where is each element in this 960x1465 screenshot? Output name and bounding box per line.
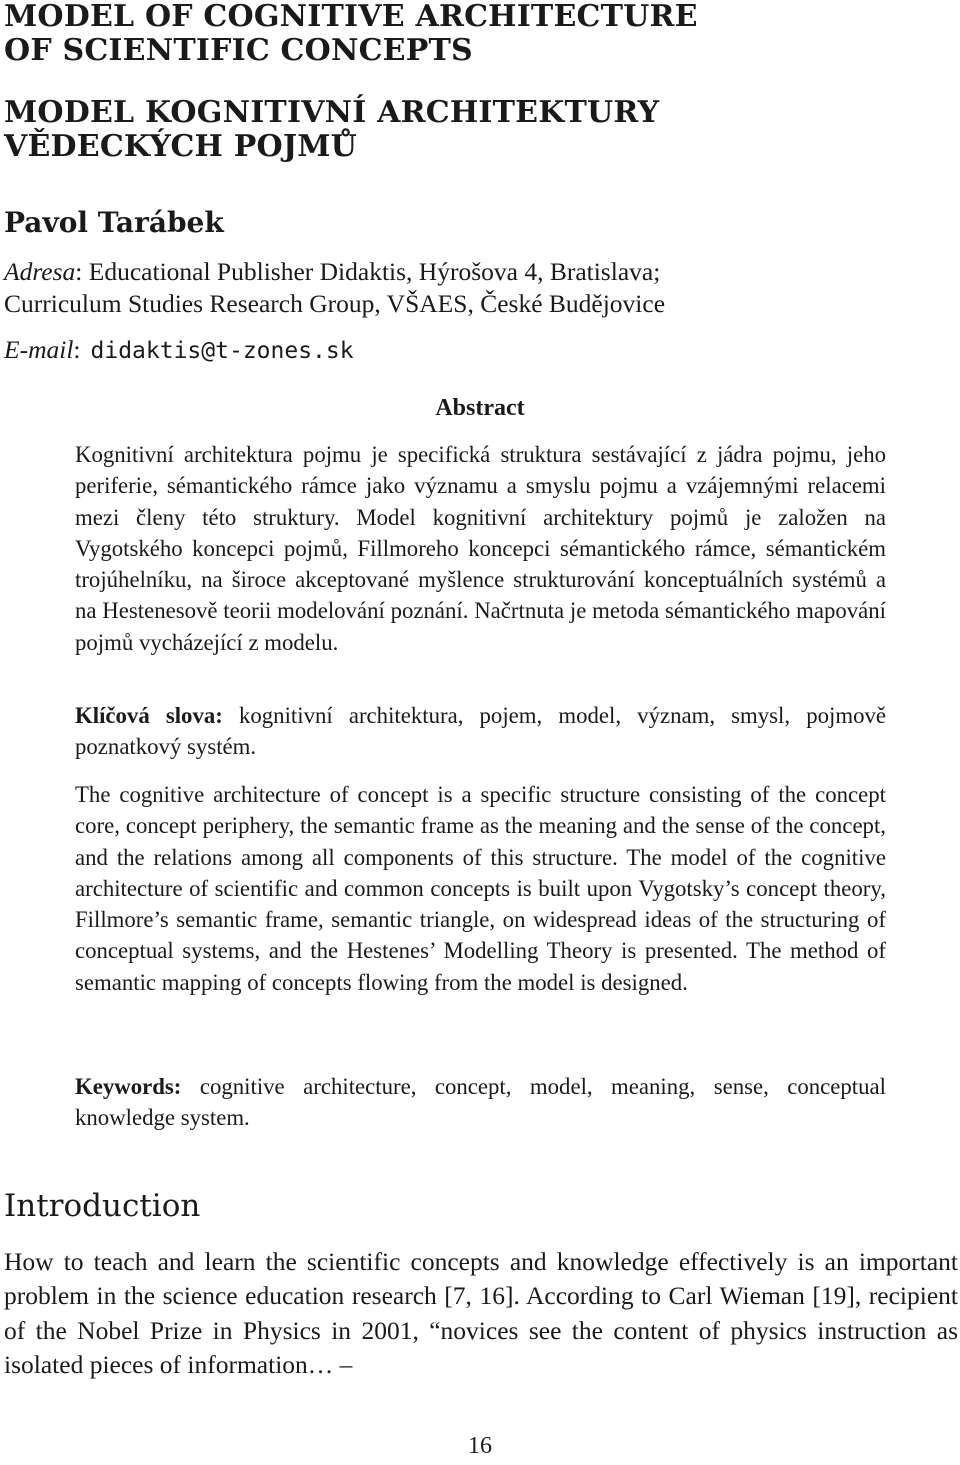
abstract-czech: Kognitivní architektura pojmu je specifická struktura sestávající z jádra pojmu, jeho periferie, sémantického rámce jako významu a smyslu pojmu a vzájemnými relacemi mezi členy této struktury. Model kognitivní architektury pojmů je založen na Vygotského koncepci pojmů, Fillmoreho koncepci sémantického rámce, sémantickém trojúhelníku, na široce akceptované myšlence strukturování konceptuálních systémů a na Hestenesově teorii modelování poznání. Načrtnuta je metoda sémantického mapování pojmů vycházející z modelu. — [75, 442, 886, 655]
address-label: Adresa — [4, 257, 76, 286]
keywords-english — [75, 1071, 886, 1134]
address-line-1-text: Educational Publisher Didaktis, Hýrošova 4, Bratislava; — [88, 257, 661, 286]
author-email: E-mail: didaktis@t-zones.sk — [4, 335, 354, 364]
abstract-english: The cognitive architecture of concept is a specific structure consisting of the concept core, concept periphery, the semantic frame as the meaning and the sense of the concept, and the relations among all components of this structure. The model of the cognitive architecture of scientific and common concepts is built upon Vygotsky’s concept theory, Fillmore’s semantic frame, semantic triangle, on widespread ideas of the structuring of conceptual systems, and the Hestenes’ Modelling Theory is presented. The method of semantic mapping of concepts flowing from the model is designed. — [75, 782, 886, 995]
page-number: 16 — [468, 1433, 492, 1459]
introduction-heading: Introduction — [4, 1188, 201, 1224]
author-address — [4, 256, 665, 320]
abstract-heading: Abstract — [435, 395, 525, 421]
title-czech — [4, 96, 659, 164]
title-english — [4, 0, 698, 68]
keywords-english-label: Keywords: — [75, 1074, 182, 1099]
title-english-line-1: MODEL OF COGNITIVE ARCHITECTURE — [4, 0, 698, 34]
address-line-1: Adresa: Educational Publisher Didaktis, Hýrošova 4, Bratislava; — [4, 257, 661, 286]
introduction-paragraph: How to teach and learn the scientific concepts and knowledge effectively is an important problem in the science education research [7, 16]. According to Carl Wieman [19], recipient of the Nobel Prize in Physics in 2001, “novices see the content of physics instruction as isolated pieces of information… – — [4, 1247, 958, 1380]
title-czech-line-2: VĚDECKÝCH POJMŮ — [4, 129, 357, 164]
author-name: Pavol Tarábek — [4, 206, 224, 239]
title-english-line-2: OF SCIENTIFIC CONCEPTS — [4, 33, 473, 68]
keywords-czech-label: Klíčová slova: — [75, 703, 223, 728]
email-label: E-mail — [4, 335, 74, 364]
keywords-czech-text: kognitivní architektura, pojem, model, význam, smysl, pojmově poznatkový systém. — [75, 703, 886, 760]
keywords-english-text: cognitive architecture, concept, model, meaning, sense, conceptual knowledge system. — [75, 1074, 886, 1131]
title-czech-line-1: MODEL KOGNITIVNÍ ARCHITEKTURY — [4, 95, 660, 130]
address-line-2: Curriculum Studies Research Group, VŠAES, České Budějovice — [4, 289, 666, 318]
keywords-czech — [75, 700, 886, 763]
email-address[interactable]: didaktis@t-zones.sk — [90, 338, 354, 364]
